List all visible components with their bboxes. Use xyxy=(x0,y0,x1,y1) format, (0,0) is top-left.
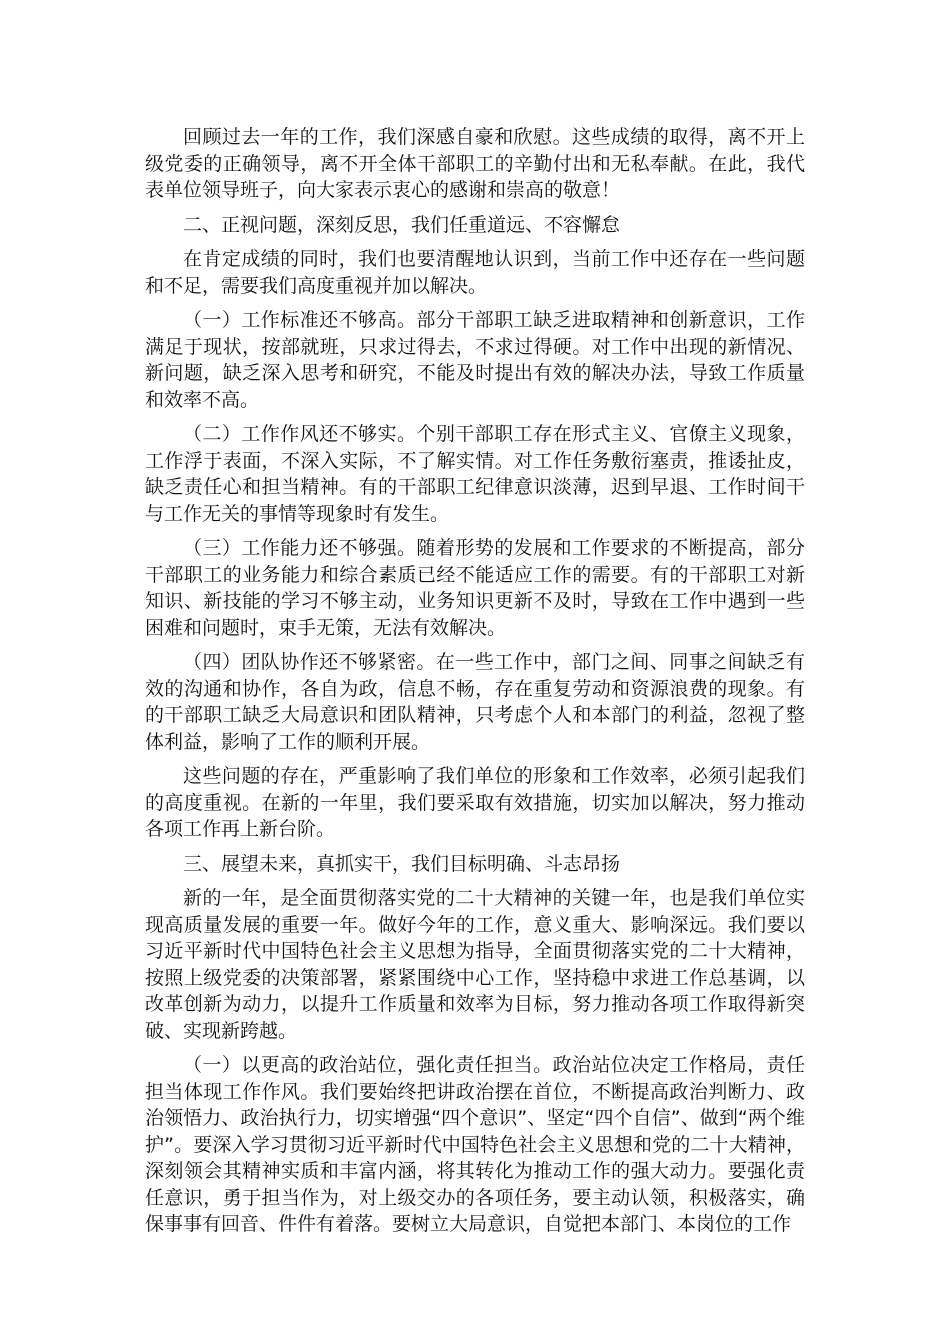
paragraph-review-thanks: 回顾过去一年的工作，我们深感自豪和欣慰。这些成绩的取得，离不开上级党委的正确领导，离不开全体干部职工的辛勤付出和无私奉献。在此，我代表单位领导班子，向大家表示衷心的感谢和崇高的敬意！ xyxy=(145,126,805,201)
paragraph-problem-4: （四）团队协作还不够紧密。在一些工作中，部门之间、同事之间缺乏有效的沟通和协作，各自为政，信息不畅，存在重复劳动和资源浪费的现象。有的干部职工缺乏大局意识和团队精神，只考虑个人和本部门的利益，忽视了整体利益，影响了工作的顺利开展。 xyxy=(145,651,805,753)
paragraph-problem-3: （三）工作能力还不够强。随着形势的发展和工作要求的不断提高，部分干部职工的业务能力和综合素质已经不能适应工作的需要。有的干部职工对新知识、新技能的学习不够主动，业务知识更新不及时，导致在工作中遇到一些困难和问题时，束手无策，无法有效解决。 xyxy=(145,537,805,639)
paragraph-outlook-intro: 新的一年，是全面贯彻落实党的二十大精神的关键一年，也是我们单位实现高质量发展的重要一年。做好今年的工作，意义重大、影响深远。我们要以习近平新时代中国特色社会主义思想为指导，全面贯彻落实党的二十大精神，按照上级党委的决策部署，紧紧围绕中心工作，坚持稳中求进工作总基调，以改革创新为动力，以提升工作质量和效率为目标，努力推动各项工作取得新突破、实现新跨越。 xyxy=(145,887,805,1042)
document-body xyxy=(145,124,805,1246)
section-heading-3: 三、展望未来，真抓实干，我们目标明确、斗志昂扬 xyxy=(183,852,621,875)
section-heading-2: 二、正视问题，深刻反思，我们任重道远、不容懈怠 xyxy=(183,213,621,236)
paragraph-problems-summary: 这些问题的存在，严重影响了我们单位的形象和工作效率，必须引起我们的高度重视。在新的一年里，我们要采取有效措施，切实加以解决，努力推动各项工作再上新台阶。 xyxy=(145,765,805,840)
paragraph-outlook-1: （一）以更高的政治站位，强化责任担当。政治站位决定工作格局，责任担当体现工作作风。我们要始终把讲政治摆在首位，不断提高政治判断力、政治领悟力、政治执行力，切实增强“四个意识”、坚定“四个自信”、做到“两个维护”。要深入学习贯彻习近平新时代中国特色社会主义思想和党的二十大精神，深刻领会其精神实质和丰富内涵，将其转化为推动工作的强大动力。要强化责任意识，勇于担当作为，对上级交办的各项任务，要主动认领，积极落实，确保事事有回音、件件有着落。要树立大局意识，自觉把本部门、本岗位的工作 xyxy=(145,1054,805,1235)
paragraph-problem-1: （一）工作标准还不够高。部分干部职工缺乏进取精神和创新意识，工作满足于现状，按部就班，只求过得去，不求过得硬。对工作中出现的新情况、新问题，缺乏深入思考和研究，不能及时提出有效的解决办法，导致工作质量和效率不高。 xyxy=(145,309,805,411)
paragraph-problem-2: （二）工作作风还不够实。个别干部职工存在形式主义、官僚主义现象，工作浮于表面，不深入实际，不了解实情。对工作任务敷衍塞责，推诿扯皮，缺乏责任心和担当精神。有的干部职工纪律意识淡薄，迟到早退、工作时间干与工作无关的事情等现象时有发生。 xyxy=(145,423,805,525)
paragraph-problems-intro: 在肯定成绩的同时，我们也要清醒地认识到，当前工作中还存在一些问题和不足，需要我们高度重视并加以解决。 xyxy=(145,248,805,297)
